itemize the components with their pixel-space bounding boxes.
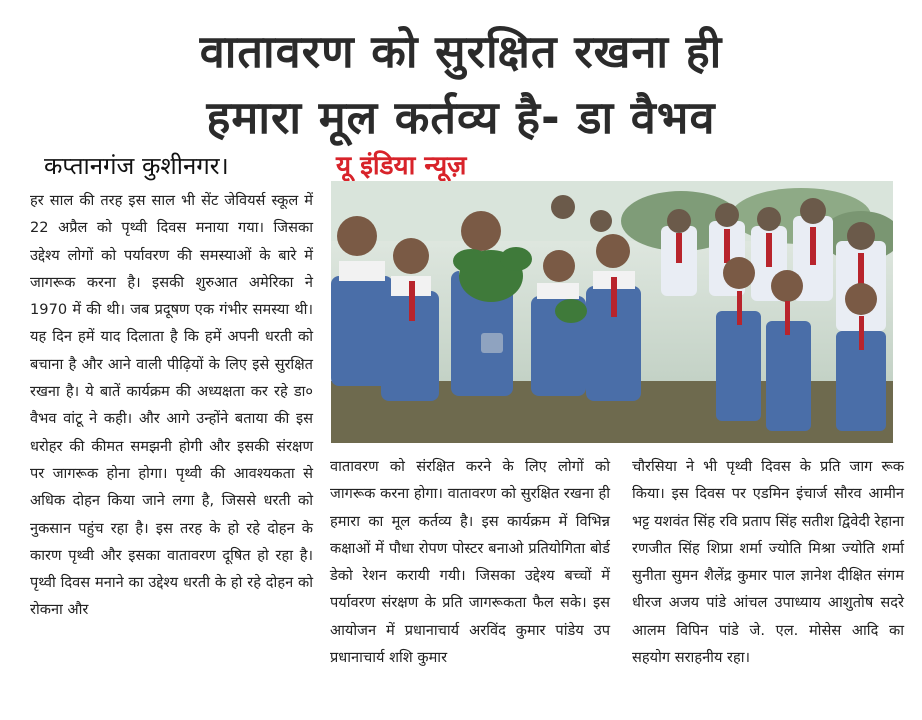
article-text-1: हर साल की तरह इस साल भी सेंट जेवियर्स स्कूल में 22 अप्रैल को पृथ्वी दिवस मनाया गया। जिसका उद्देश्य लोगों को पर्यावरण की समस्याओं के बारे में जागरूक करना है। इसकी शुरुआत अमेरिका ने 1970 में की थी। जब प्रदूषण एक गंभीर समस्या थी। यह दिन हमें याद दिलाता है कि हमें अपनी धरती को बचाना है और आने वाली पीढ़ियों के लिए इसे सुरक्षित रखना है। ये बातें कार्यक्रम की अध्यक्षता कर रहे डा० वैभव वांटू ने कही। और आगे उन्होंने बताया की इस धरोहर की कीमत समझनी होगी और इसकी संरक्षण पर जागरूक होना होगा। पृथ्वी की आवश्यकता से अधिक दोहन किया जाने लगा है, जिससे धरती को नुकसान पहुंच रहा है। इस तरह के हो रहे दोहन के कारण पृथ्वी और इसका वातावरण दूषित हो रहा है। पृथ्वी दिवस मनाने का उद्देश्य धरती के हो रहे दोहन को रोकना और bbox=[30, 192, 313, 619]
article-column-2 bbox=[330, 453, 610, 671]
article-column-3 bbox=[632, 453, 904, 671]
headline-line-1: वातावरण को सुरक्षित रखना ही bbox=[199, 25, 723, 78]
dateline: कप्तानगंज कुशीनगर। bbox=[44, 152, 229, 180]
news-source-label: यू इंडिया न्यूज़ bbox=[336, 151, 467, 181]
article-text-2: वातावरण को संरक्षित करने के लिए लोगों को जागरूक करना होगा। वातावरण को सुरक्षित रखना ही हमारा का मूल कर्तव्य है। इस कार्यक्रम में विभिन्न कक्षाओं में पौधा रोपण पोस्टर बनाओ प्रतियोगिता बोर्ड डेको रेशन करायी गयी। जिसका उद्देश्य बच्चों में पर्यावरण संरक्षण के प्रति जागरूकता फैल सके। इस आयोजन में प्रधानाचार्य अरविंद कुमार पांडेय उप प्रधानाचार्य शशि कुमार bbox=[330, 458, 610, 667]
article-column-1 bbox=[30, 187, 313, 624]
students-photo-illustration bbox=[331, 181, 893, 443]
headline-line-2: हमारा मूल कर्तव्य है- डा वैभव bbox=[206, 91, 716, 144]
article-text-3: चौरसिया ने भी पृथ्वी दिवस के प्रति जाग रूक किया। इस दिवस पर एडमिन इंचार्ज सौरव आमीन भट्ट यशवंत सिंह रवि प्रताप सिंह सतीश द्विवेदी रेहाना रणजीत सिंह शिप्रा शर्मा ज्योति मिश्रा ज्योति शर्मा सुनीता सुमन शैलेंद्र कुमार पाल ज्ञानेश दीक्षित संगम धीरज अजय पांडे आंचल उपाध्याय आशुतोष सदरे आलम विपिन पांडे जे. एल. मोसेस आदि का सहयोग सराहनीय रहा। bbox=[632, 458, 904, 667]
news-photo bbox=[331, 181, 893, 443]
